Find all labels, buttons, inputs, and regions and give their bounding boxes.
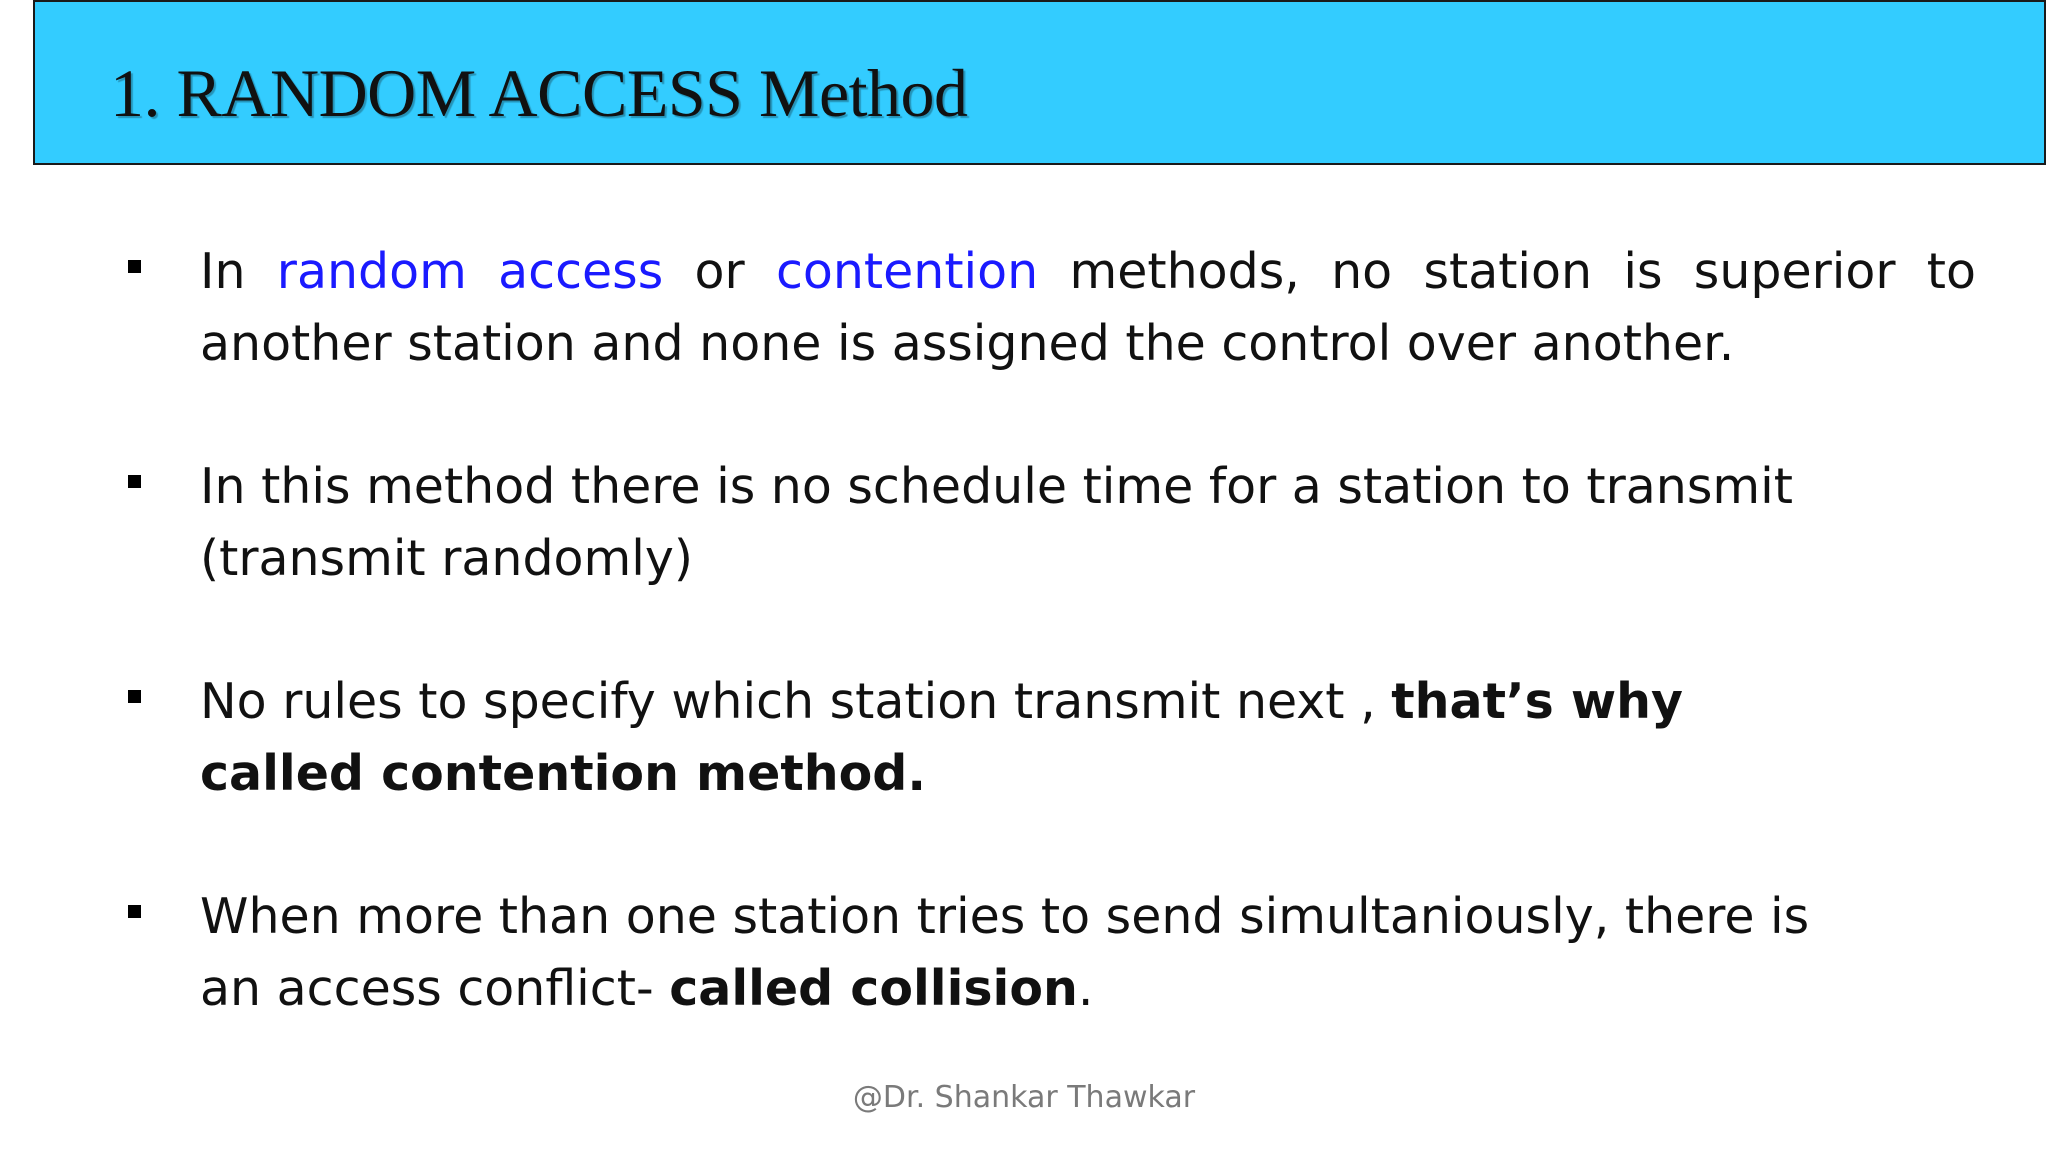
text-run: .: [1077, 960, 1094, 1017]
square-bullet-icon: [128, 475, 141, 488]
highlight-term: contention: [775, 243, 1039, 300]
text-run: In: [200, 243, 277, 300]
slide-title: 1. RANDOM ACCESS Method: [110, 55, 968, 131]
square-bullet-icon: [128, 690, 141, 703]
title-bar: [33, 0, 2046, 165]
bullet-text-1: [200, 236, 1976, 380]
text-run: No rules to specify which station transmit next ,: [200, 673, 1392, 730]
square-bullet-icon: [128, 905, 141, 918]
square-bullet-icon: [128, 260, 141, 273]
bullet-text-3: [200, 666, 1840, 810]
highlight-term: random access: [276, 243, 664, 300]
bold-phrase: called collision: [669, 960, 1078, 1017]
bullet-text-4: [200, 881, 1880, 1025]
text-run: In this method there is no schedule time for a station to transmit (transmit randomly): [200, 458, 1793, 587]
bold-phrase: that’s why called contention method.: [200, 673, 1683, 802]
footer-credit: @Dr. Shankar Thawkar: [852, 1080, 1196, 1115]
text-run: or: [663, 243, 776, 300]
text-run: When more than one station tries to send simultaniously, there is an access conflict-: [200, 888, 1810, 1017]
bullet-text-2: [200, 451, 1800, 595]
text-run: methods, no station is superior to another station and none is assigned the control over another.: [200, 243, 1976, 372]
